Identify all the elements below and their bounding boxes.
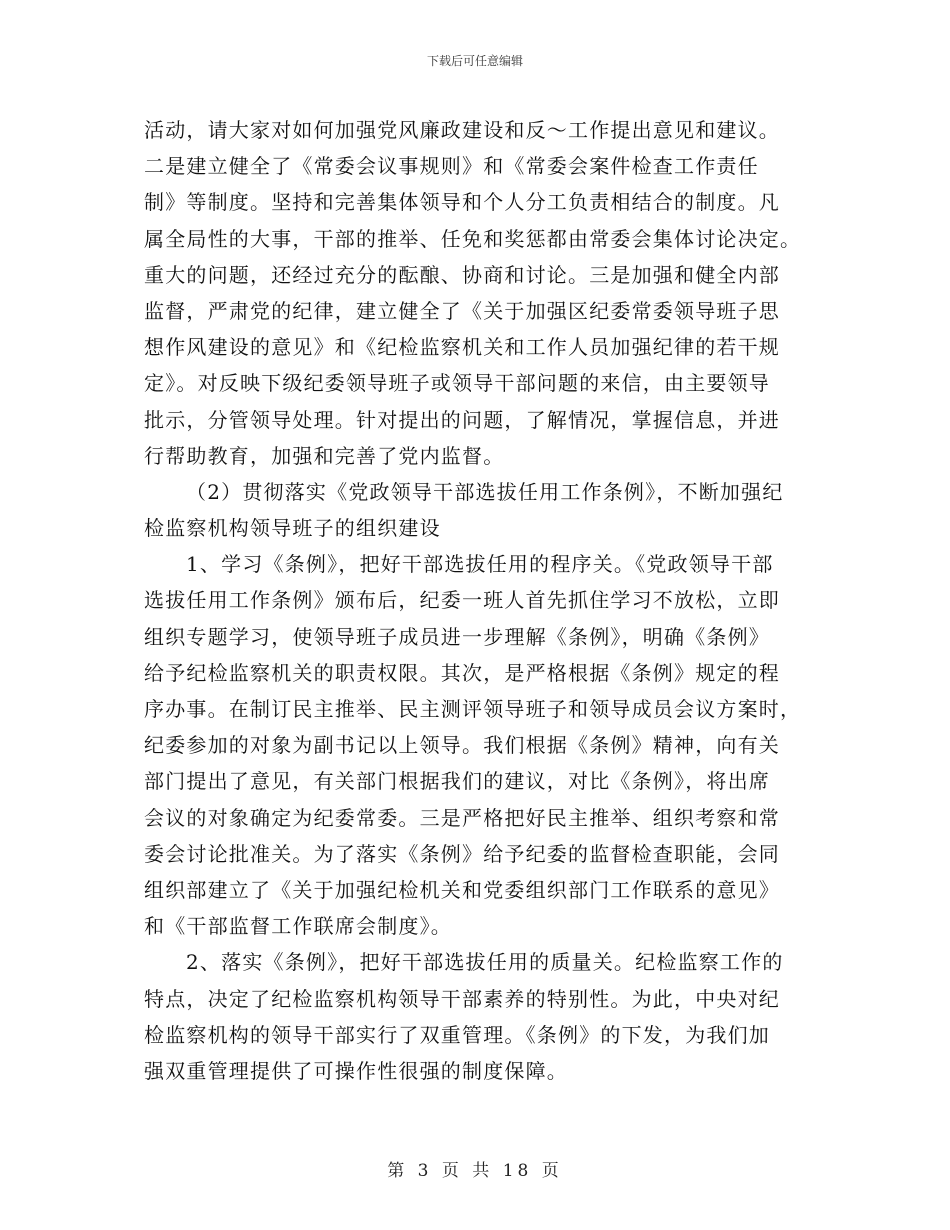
text-line: 属全局性的大事，干部的推举、任免和奖惩都由常委会集体讨论决定。	[144, 226, 802, 251]
text-line: 强双重管理提供了可操作性很强的制度保障。	[144, 1058, 568, 1083]
text-line: 活动，请大家对如何加强党风廉政建设和反～工作提出意见和建议。	[144, 118, 780, 142]
text-line: 纪委参加的对象为副书记以上领导。我们根据《条例》精神，向有关	[144, 733, 780, 758]
text-line: 行帮助教育，加强和完善了党内监督。	[144, 443, 505, 468]
page-footer: 第 3 页 共 18 页	[387, 1161, 563, 1181]
text-line: 重大的问题，还经过充分的酝酿、协商和讨论。三是加强和健全内部	[144, 262, 780, 287]
text-line: 检监察机构领导班子的组织建设	[144, 516, 441, 541]
text-line: 定》。对反映下级纪委领导班子或领导干部问题的来信，由主要领导	[144, 371, 770, 396]
text-line: 组织部建立了《关于加强纪检机关和党委组织部门工作联系的意见》	[144, 877, 780, 902]
text-line: （2）贯彻落实《党政领导干部选拔任用工作条例》，不断加强纪	[186, 479, 784, 504]
text-line: 2、落实《条例》，把好干部选拔任用的质量关。纪检监察工作的	[186, 950, 784, 975]
text-line: 会议的对象确定为纪委常委。三是严格把好民主推举、组织考察和常	[144, 805, 780, 830]
text-line: 序办事。在制订民主推举、民主测评领导班子和领导成员会议方案时，	[144, 697, 802, 721]
text-line: 批示，分管领导处理。针对提出的问题，了解情况，掌握信息，并进	[144, 407, 780, 432]
text-line: 选拔任用工作条例》颁布后，纪委一班人首先抓住学习不放松，立即	[144, 588, 780, 613]
text-line: 监督，严肃党的纪律，建立健全了《关于加强区纪委常委领导班子思	[144, 298, 780, 323]
text-line: 给予纪检监察机关的职责权限。其次，是严格根据《条例》规定的程	[144, 660, 780, 685]
text-line: 制》等制度。坚持和完善集体领导和个人分工负责相结合的制度。凡	[144, 190, 780, 215]
text-line: 1、学习《条例》，把好干部选拔任用的程序关。《党政领导干部	[186, 552, 774, 577]
document-body	[144, 112, 814, 1089]
text-line: 特点，决定了纪检监察机构领导干部素养的特别性。为此，中央对纪	[144, 986, 780, 1011]
page-header: 下载后可任意编辑	[426, 54, 523, 68]
text-line: 委会讨论批准关。为了落实《条例》给予纪委的监督检查职能，会同	[144, 841, 780, 866]
text-line: 组织专题学习，使领导班子成员进一步理解《条例》，明确《条例》	[144, 624, 770, 649]
text-line: 和《干部监督工作联席会制度》。	[144, 914, 452, 939]
text-line: 检监察机构的领导干部实行了双重管理。《条例》的下发，为我们加	[144, 1022, 770, 1047]
text-line: 想作风建设的意见》和《纪检监察机关和工作人员加强纪律的若干规	[144, 335, 780, 360]
text-line: 二是建立健全了《常委会议事规则》和《常委会案件检查工作责任	[144, 154, 759, 179]
text-line: 部门提出了意见，有关部门根据我们的建议，对比《条例》，将出席	[144, 769, 770, 794]
